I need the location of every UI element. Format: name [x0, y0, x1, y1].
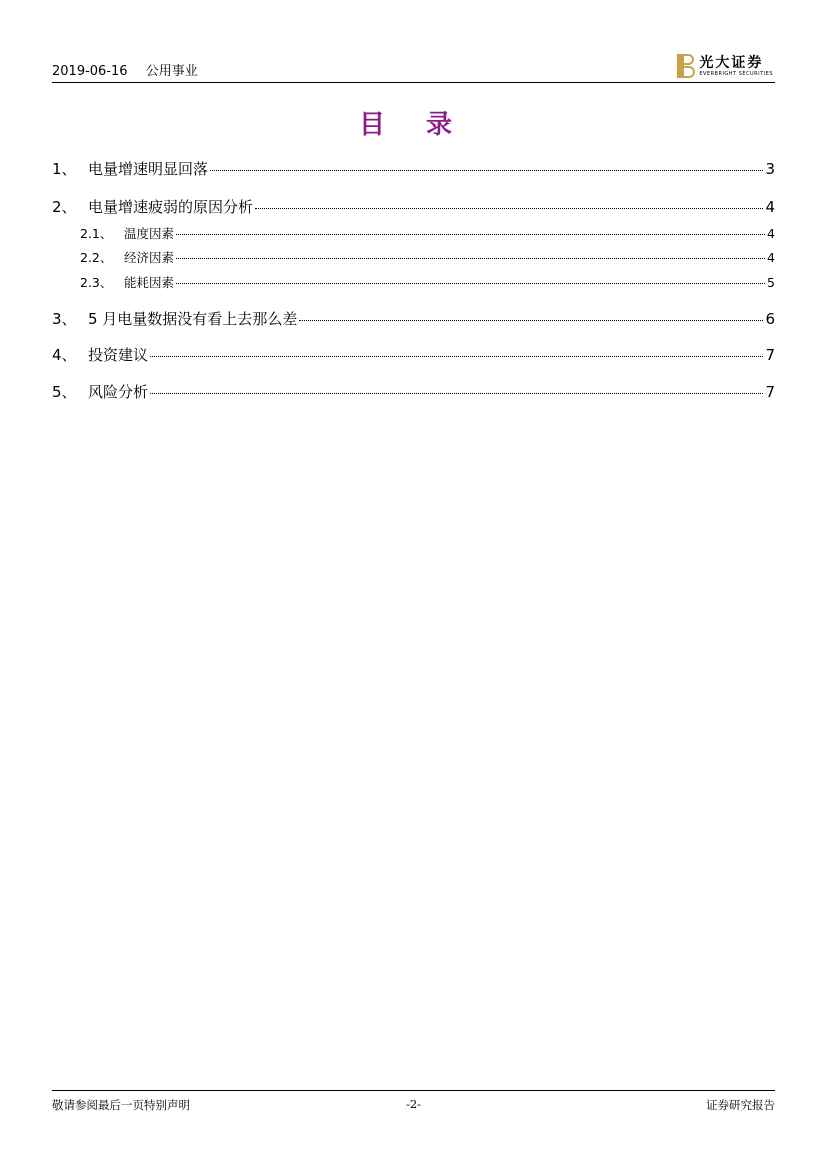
- logo-mark-icon: [677, 54, 695, 78]
- toc-entry-number: 5、: [52, 383, 77, 401]
- toc-entry-number: 1、: [52, 160, 77, 178]
- header-info: [52, 60, 212, 79]
- toc-leader-dots: [176, 283, 765, 284]
- toc-entry-text: 投资建议: [88, 346, 149, 364]
- toc-leader-dots: [210, 170, 763, 171]
- toc-entry-number: 3、: [52, 310, 77, 328]
- toc-entry-page: 7: [765, 383, 775, 401]
- page-footer: [52, 1090, 775, 1115]
- toc-entry-text: 能耗因素: [124, 275, 175, 290]
- report-date: 2019-06-16: [52, 64, 128, 79]
- toc-leader-dots: [299, 320, 763, 321]
- toc-entry-text: 风险分析: [88, 383, 149, 401]
- page-header: [52, 48, 775, 83]
- toc-entry-text: 电量增速疲弱的原因分析: [88, 198, 254, 216]
- toc-entry-page: 4: [767, 250, 775, 265]
- toc-entry-text: 温度因素: [124, 226, 175, 241]
- toc-entry-number: 2.2、: [80, 250, 113, 265]
- toc-leader-dots: [150, 393, 763, 394]
- toc-entry[interactable]: [52, 344, 775, 365]
- company-logo: [677, 54, 773, 78]
- toc-leader-dots: [150, 356, 763, 357]
- toc-entry-number: 2、: [52, 198, 77, 216]
- toc-subentry[interactable]: [52, 224, 775, 242]
- toc-entry[interactable]: [52, 381, 775, 402]
- footer-disclaimer: 敬请参阅最后一页特别声明: [52, 1098, 190, 1112]
- footer-report-type: 证券研究报告: [706, 1098, 775, 1112]
- page-number: -2-: [405, 1097, 422, 1111]
- toc-title: 目 录: [358, 110, 469, 140]
- report-sector: 公用事业: [145, 64, 198, 79]
- toc-entry-text: 电量增速明显回落: [88, 160, 209, 178]
- toc-entry-page: 7: [765, 346, 775, 364]
- toc-entry-text: 5 月电量数据没有看上去那么差: [88, 310, 298, 328]
- toc-entry-page: 4: [767, 226, 775, 241]
- toc-entry[interactable]: [52, 158, 775, 179]
- logo-text-cn: 光大证券: [699, 55, 764, 71]
- toc-entry-page: 6: [765, 310, 775, 328]
- toc-leader-dots: [176, 234, 765, 235]
- toc-entry-page: 4: [765, 198, 775, 216]
- toc-entry-number: 4、: [52, 346, 77, 364]
- toc-entry-page: 3: [765, 160, 775, 178]
- toc-entry-page: 5: [767, 275, 775, 290]
- toc-entry-text: 经济因素: [124, 250, 175, 265]
- toc-subentry[interactable]: [52, 248, 775, 266]
- toc-entry-number: 2.3、: [80, 275, 113, 290]
- toc-entry[interactable]: [52, 308, 775, 329]
- toc-leader-dots: [176, 258, 765, 259]
- toc-entry-number: 2.1、: [80, 226, 113, 241]
- toc-subentry[interactable]: [52, 273, 775, 291]
- toc-entry[interactable]: [52, 196, 775, 217]
- toc-leader-dots: [255, 208, 763, 209]
- logo-text-en: EVERBRIGHT SECURITIES: [699, 71, 773, 77]
